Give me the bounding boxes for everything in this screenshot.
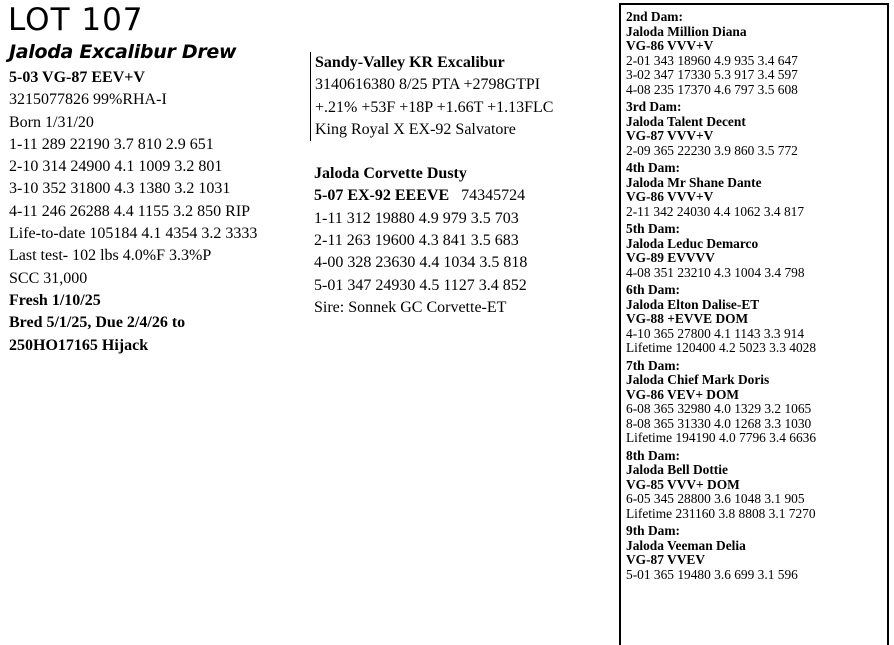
dam-sire: Sire: Sonnek GC Corvette-ET xyxy=(314,298,507,316)
dam-registration: 74345724 xyxy=(461,187,526,205)
dam-record: 2-11 263 19600 4.3 841 3.5 683 xyxy=(314,232,519,250)
dam-entry-name: Jaloda Veeman Delia xyxy=(626,537,746,553)
dam-entry-record: 4-10 365 27800 4.1 1143 3.3 914 xyxy=(626,325,805,341)
cow-fresh: Fresh 1/10/25 xyxy=(9,291,101,309)
dam-entry-record: 5-01 365 19480 3.6 699 3.1 596 xyxy=(626,566,798,582)
dam-entry-class: VG-87 VVV+V xyxy=(626,128,714,143)
dam-entry-record: Lifetime 194190 4.0 7796 3.4 6636 xyxy=(626,430,817,445)
cow-life-to-date: Life-to-date 105184 4.1 4354 3.2 3333 xyxy=(9,225,258,243)
dam-entry-2 xyxy=(626,10,816,97)
dam-class-line xyxy=(314,185,553,207)
cow-classification: 5-03 VG-87 EEV+V xyxy=(9,69,145,86)
dam-entry-record: Lifetime 120400 4.2 5023 3.3 4028 xyxy=(626,340,817,355)
dam-entry-4 xyxy=(626,161,816,219)
dam-entry-5 xyxy=(626,222,816,280)
dam-entry-record: Lifetime 231160 3.8 8808 3.1 7270 xyxy=(626,505,816,521)
dam-entry-record: 2-11 342 24030 4.4 1062 3.4 817 xyxy=(626,203,805,219)
cow-record: 2-10 314 24900 4.1 1009 3.2 801 xyxy=(9,158,223,176)
dam-entry-record: 6-05 345 28800 3.6 1048 3.1 905 xyxy=(626,491,805,506)
dam-entry-record: 8-08 365 31330 4.0 1268 3.3 1030 xyxy=(626,415,812,431)
sire-block xyxy=(310,52,553,141)
dam-entry-name: Jaloda Chief Mark Doris xyxy=(626,372,770,387)
dam-entry-name: Jaloda Leduc Demarco xyxy=(626,235,759,251)
dam-entry-name: Jaloda Mr Shane Dante xyxy=(626,174,762,190)
dam-label: 2nd Dam: xyxy=(626,9,683,24)
dam-record: 1-11 312 19880 4.9 979 3.5 703 xyxy=(314,209,519,227)
pedigree-middle xyxy=(310,52,553,319)
dam-entry-class: VG-87 VVEV xyxy=(626,552,705,567)
sire-pedigree: King Royal X EX-92 Salvatore xyxy=(315,120,516,138)
dam-entry-record: 2-01 343 18960 4.9 935 3.4 647 xyxy=(626,52,798,68)
cow-record: 3-10 352 31800 4.3 1380 3.2 1031 xyxy=(9,180,231,198)
dam-entry-record: 4-08 351 23210 4.3 1004 3.4 798 xyxy=(626,264,805,280)
dam-label: 7th Dam: xyxy=(626,357,680,373)
cow-bred: Bred 5/1/25, Due 2/4/26 to xyxy=(9,314,186,332)
sire-proof-traits: +.21% +53F +18P +1.66T +1.13FLC xyxy=(315,98,554,116)
dam-entry-name: Jaloda Talent Decent xyxy=(626,113,746,129)
dam-classification: 5-07 EX-92 EEEVE xyxy=(314,187,450,205)
dam-entry-7 xyxy=(626,359,816,446)
dam-label: 9th Dam: xyxy=(626,523,680,538)
cow-info xyxy=(9,67,257,357)
dam-label: 6th Dam: xyxy=(626,282,680,297)
dam-entry-class: VG-88 +EVVE DOM xyxy=(626,311,749,326)
sire-name: Sandy-Valley KR Excalibur xyxy=(315,54,505,71)
dam-entry-class: VG-86 VVV+V xyxy=(626,189,714,204)
cow-born: Born 1/31/20 xyxy=(9,113,94,131)
dam-entry-record: 4-08 235 17370 4.6 797 3.5 608 xyxy=(626,81,798,97)
dam-label: 5th Dam: xyxy=(626,221,680,236)
dam-record: 4-00 328 23630 4.4 1034 3.5 818 xyxy=(314,254,528,272)
dam-entry-record: 2-09 365 22230 3.9 860 3.5 772 xyxy=(626,142,798,158)
dam-record: 5-01 347 24930 4.5 1127 3.4 852 xyxy=(314,276,527,294)
dam-entry-9 xyxy=(626,524,816,582)
dam-entry-class: VG-89 EVVVV xyxy=(626,250,715,265)
dam-label: 8th Dam: xyxy=(626,447,680,463)
dam-name: Jaloda Corvette Dusty xyxy=(314,165,467,183)
dam-block xyxy=(310,163,553,319)
cow-registration: 3215077826 99%RHA-I xyxy=(9,91,167,109)
dam-entry-class: VG-85 VVV+ DOM xyxy=(626,476,740,492)
dam-entry-6 xyxy=(626,283,816,356)
cow-bred-to: 250HO17165 Hijack xyxy=(9,336,149,354)
dam-entry-3 xyxy=(626,100,816,158)
dam-entry-record: 6-08 365 32980 4.0 1329 3.2 1065 xyxy=(626,401,812,416)
dam-entry-class: VG-86 VEV+ DOM xyxy=(626,386,740,402)
dam-pedigree-list xyxy=(626,10,816,585)
dam-entry-name: Jaloda Elton Dalise-ET xyxy=(626,296,760,312)
cow-record: 1-11 289 22190 3.7 810 2.9 651 xyxy=(9,135,214,153)
dam-label: 4th Dam: xyxy=(626,160,680,175)
dam-entry-name: Jaloda Bell Dottie xyxy=(626,462,728,477)
cow-last-test: Last test- 102 lbs 4.0%F 3.3%P xyxy=(9,247,212,265)
cow-record: 4-11 246 26288 4.4 1155 3.2 850 RIP xyxy=(9,202,251,220)
dam-entry-class: VG-86 VVV+V xyxy=(626,38,714,53)
cow-scc: SCC 31,000 xyxy=(9,269,88,287)
lot-title: LOT 107 xyxy=(8,2,144,38)
cow-name: Jaloda Excalibur Drew xyxy=(9,41,237,63)
dam-entry-name: Jaloda Million Diana xyxy=(626,23,747,39)
dam-entry-record: 3-02 347 17330 5.3 917 3.4 597 xyxy=(626,67,798,82)
sire-proof: 3140616380 8/25 PTA +2798GTPI xyxy=(315,76,541,94)
dam-entry-8 xyxy=(626,449,816,522)
dam-label: 3rd Dam: xyxy=(626,99,682,114)
